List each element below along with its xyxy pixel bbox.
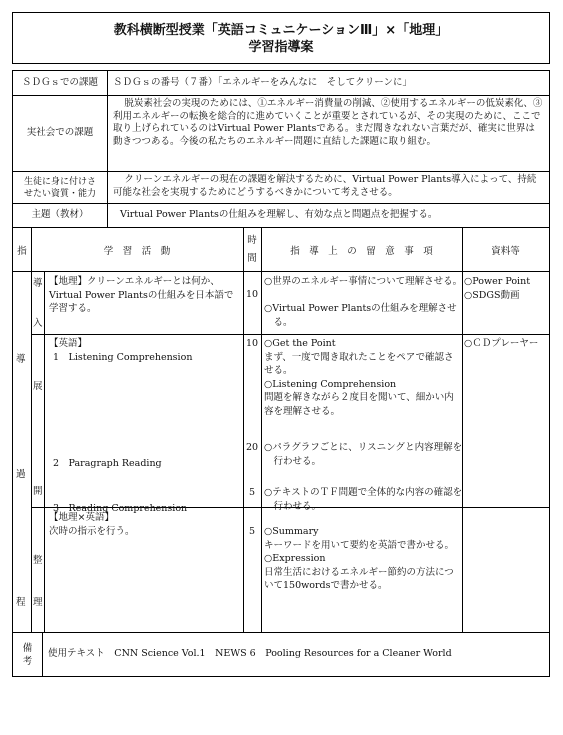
header-materials: 資料等 — [491, 245, 520, 257]
title-line-1: 教科横断型授業「英語コミュニケーションⅢ」×「地理」 — [113, 23, 449, 38]
intro-material-2: ○SDGS動画 — [464, 290, 520, 301]
header-activities: 学 習 活 動 — [103, 245, 171, 257]
skills-label — [13, 172, 108, 203]
skills-label-line-1: 生徒に身に付けさ — [23, 176, 96, 187]
real-world-value: 脱炭素社会の実現のためには、①エネルギー消費量の削減、②使用するエネルギーの低炭素化、③利用エネルギーの転換を総合的に進めていくことが重要とされているが、その実現のために、ここで取り上げられているのはVirtual Power Plantsである。まだ聞きなれない言葉だが、確実に世界は動きつつある。今後の私たちのエネルギー問題に直結した課題に取り組む。 — [113, 98, 543, 147]
intro-material-1: ○Power Point — [464, 276, 531, 287]
intro-activity: 【地理】クリーンエネルギーとは何か、Virtual Power Plantsの仕組みを日本語で学習する。 — [49, 276, 234, 314]
summary-note: ○Summary キーワードを用いて要約を英語で書かせる。 ○Expression 日常生活におけるエネルギー節約の方法について150wordsで書かせる。 — [264, 526, 455, 591]
title-line-2: 学習指導案 — [248, 40, 314, 55]
dev-time-2: 20 — [245, 442, 259, 453]
real-world-label: 実社会での課題 — [13, 96, 108, 171]
summary-time: 5 — [248, 526, 256, 537]
lesson-plan-document — [12, 12, 550, 677]
process-char-2: 過 — [16, 469, 26, 480]
skills-value: クリーンエネルギーの現在の課題を解決するために、Virtual Power Plants導入によって、持続可能な社会を実現するためにどうするべきかについて考えさせる。 — [113, 174, 537, 198]
document-title — [12, 12, 550, 64]
remarks-label-2: 考 — [22, 655, 33, 667]
theme-label: 主題（教材） — [13, 204, 108, 227]
header-time-1: 時 — [247, 234, 257, 246]
header-time-2: 間 — [247, 252, 257, 264]
intro-time: 10 — [245, 289, 259, 300]
dev-time-1: 10 — [245, 338, 259, 349]
summary-activity: 次時の指示を行う。 — [49, 526, 135, 537]
remarks-label-1: 備 — [22, 642, 33, 654]
sdgs-value: ＳＤＧｓの番号（７番）「エネルギーをみんなに そしてクリーンに」 — [113, 76, 413, 88]
dev-material: ○ＣＤプレーヤー — [464, 338, 539, 349]
intro-stage-2: 入 — [33, 318, 43, 329]
skills-label-line-2: せたい資質・能力 — [23, 188, 96, 199]
remarks-label — [13, 633, 43, 676]
process-char-3: 程 — [16, 597, 26, 608]
lesson-table — [12, 228, 550, 633]
intro-note-2: ○Virtual Power Plantsの仕組みを理解させる。 — [264, 303, 457, 328]
theme-row — [12, 204, 550, 228]
dev-stage-2: 開 — [33, 486, 43, 497]
summary-stage-2: 理 — [33, 597, 43, 608]
intro-stage-1: 導 — [33, 278, 43, 289]
dev-note-2: ○パラグラフごとに、リスニングと内容理解を行わせる。 — [264, 442, 463, 467]
process-char-1: 導 — [16, 354, 26, 365]
dev-step-1: 1 Listening Comprehension — [53, 352, 193, 363]
dev-note-1: ○Get the Point まず、一度で聞き取れたことをペアで確認させる。 ○Listening Comprehension 問題を解きながら２度目を聞いて、細かい内容を理解させる。 — [264, 338, 454, 417]
dev-step-2: 2 Paragraph Reading — [53, 458, 162, 469]
theme-value: Virtual Power Plantsの仕組みを理解し、有効な点と問題点を把握する。 — [120, 209, 438, 221]
skills-row — [12, 172, 550, 204]
summary-subject: 【地理×英語】 — [49, 512, 114, 523]
summary-stage-1: 整 — [33, 555, 43, 566]
sdgs-row — [12, 70, 550, 96]
dev-stage-1: 展 — [33, 381, 43, 392]
header-notes: 指 導 上 の 留 意 事 項 — [290, 245, 433, 257]
remarks-row — [12, 633, 550, 677]
remarks-value: 使用テキスト CNN Science Vol.1 NEWS 6 Pooling Resources for a Cleaner World — [48, 648, 452, 660]
intro-note-1: ○世界のエネルギー事情について理解させる。 — [264, 276, 463, 287]
dev-step-3: 3 Reading Comprehension — [53, 503, 188, 514]
sdgs-label: ＳＤＧｓでの課題 — [13, 71, 108, 95]
real-world-row — [12, 96, 550, 172]
dev-subject: 【英語】 — [49, 338, 88, 349]
dev-time-3: 5 — [248, 487, 256, 498]
header-guide: 指 — [17, 245, 27, 257]
dev-note-3: ○テキストのＴＦ問題で全体的な内容の確認を行わせる。 — [264, 487, 463, 512]
header-time — [243, 228, 261, 271]
